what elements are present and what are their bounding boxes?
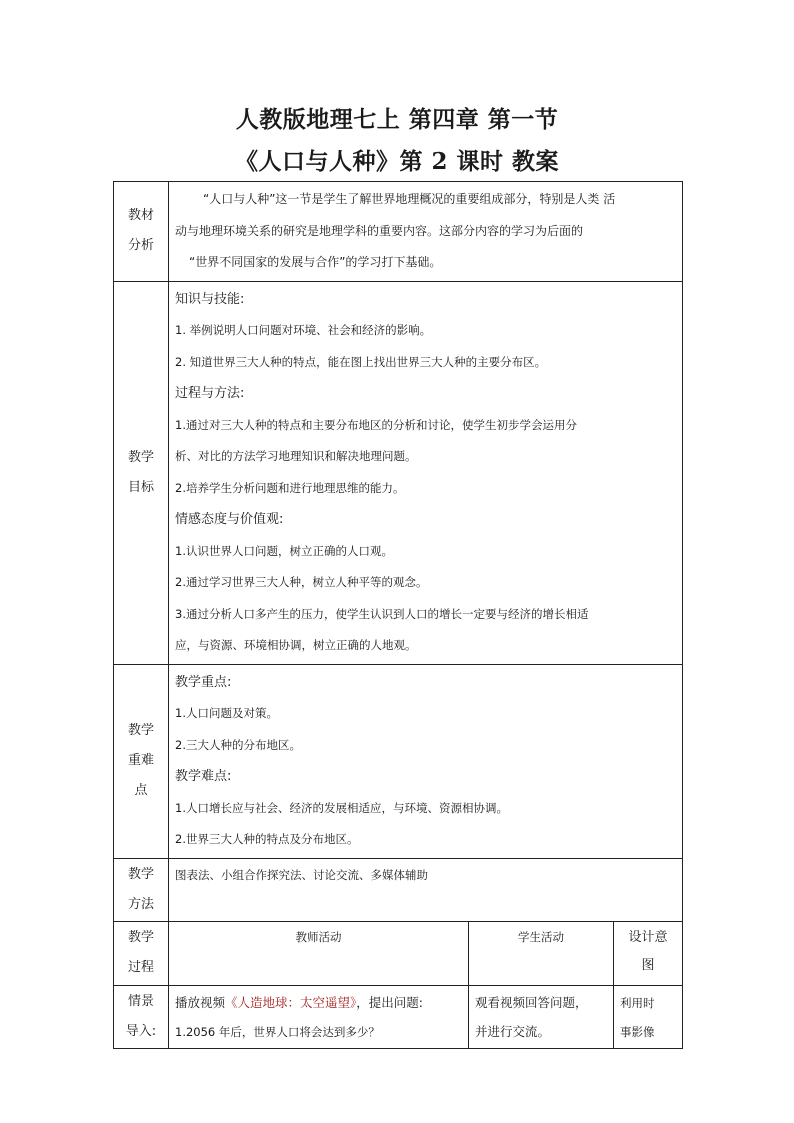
intro-design-intent: [614, 985, 683, 1048]
label-text: 情景: [127, 993, 154, 1009]
label-text: 方法: [127, 896, 154, 912]
document-subtitle: 《人口与人种》第 2 课时 教案: [234, 148, 560, 175]
label-textbook-analysis: [114, 182, 169, 282]
text-line: 事影像: [620, 1024, 655, 1039]
video-title: 《人造地球：太空遥望》: [225, 994, 357, 1010]
text-line: 图表法、小组合作探究法、讨论交流、多媒体辅助: [175, 867, 428, 882]
document-title: 人教版地理七上 第四章 第一节: [235, 106, 559, 133]
label-intro: [114, 985, 169, 1048]
text-segment: ，提出问题:: [356, 994, 423, 1010]
label-text: 教学: [127, 866, 154, 882]
methods-content: [169, 858, 683, 921]
label-text: 分析: [127, 238, 154, 254]
label-text: 教材: [127, 208, 154, 224]
text-line: 2.培养学生分析问题和进行地理思维的能力。: [175, 480, 405, 495]
text-line: “人口与人种”这一节是学生了解世界地理概况的重要组成部分，特别是人类 活: [203, 192, 616, 206]
header-text: 图: [641, 957, 655, 973]
label-text: 教学: [127, 930, 154, 945]
row-process-header: [114, 921, 683, 985]
header-design-intent: [614, 921, 683, 985]
intro-teacher-activity: [169, 985, 469, 1048]
text-line: 1.人口问题及对策。: [175, 706, 278, 720]
section-heading: 教学难点:: [175, 769, 232, 784]
lesson-plan-table: [113, 181, 683, 1049]
text-line: “世界不同国家的发展与合作”的学习打下基础。: [189, 255, 442, 269]
header-text: 学生活动: [518, 929, 564, 944]
row-intro: [114, 985, 683, 1048]
text-line: 1. 举例说明人口问题对环境、社会和经济的影响。: [175, 323, 432, 337]
label-text: 导入:: [125, 1023, 157, 1039]
text-segment: 播放视频: [175, 994, 226, 1010]
text-line: 3.通过分析人口多产生的压力，使学生认识到人口的增长一定要与经济的增长相适: [175, 606, 589, 621]
label-text: 教学: [127, 449, 154, 465]
text-line: 2.世界三大人种的特点及分布地区。: [175, 832, 359, 846]
text-line: 2.通过学习世界三大人种，树立人种平等的观念。: [175, 575, 428, 589]
label-methods: [114, 858, 169, 921]
label-text: 重难: [127, 753, 154, 768]
text-line: 1.2056 年后，世界人口将会达到多少？: [175, 1024, 380, 1039]
objectives-content: [169, 281, 683, 664]
textbook-analysis-content: [169, 182, 683, 282]
section-heading: 教学重点:: [175, 674, 232, 690]
text-line: 2. 知道世界三大人种的特点，能在图上找出世界三大人种的主要分布区。: [175, 354, 547, 369]
text-line: 1.认识世界人口问题，树立正确的人口观。: [175, 543, 393, 558]
label-objectives: [114, 281, 169, 664]
text-line: 2.三大人种的分布地区。: [175, 737, 301, 752]
label-text: 过程: [127, 960, 154, 975]
text-line: 应，与资源、环境相协调，树立正确的人地观。: [175, 638, 417, 652]
text-line: 析、对比的方法学习地理知识和解决地理问题。: [175, 449, 417, 463]
header-text: 设计意: [628, 929, 668, 945]
section-heading: 过程与方法:: [175, 386, 245, 401]
label-text: 点: [134, 783, 148, 798]
row-methods: [114, 858, 683, 921]
key-points-content: [169, 664, 683, 858]
text-line: 1.通过对三大人种的特点和主要分布地区的分析和讨论，使学生初步学会运用分: [175, 417, 577, 432]
header-text: 教师活动: [295, 929, 342, 944]
header-teacher-activity: [169, 921, 469, 985]
intro-student-activity: [469, 985, 614, 1048]
text-line: 并进行交流。: [475, 1023, 551, 1039]
label-process: [114, 921, 169, 985]
text-line: 观看视频回答问题，: [475, 994, 588, 1010]
row-textbook-analysis: [114, 182, 683, 282]
label-key-points: [114, 664, 169, 858]
row-objectives: [114, 281, 683, 664]
header-student-activity: [469, 921, 614, 985]
text-line: 利用时: [620, 995, 655, 1010]
section-heading: 知识与技能:: [175, 291, 245, 307]
text-line: 1.人口增长应与社会、经济的发展相适应，与环境、资源相协调。: [175, 800, 508, 815]
row-key-points: [114, 664, 683, 858]
text-line: 动与地理环境关系的研究是地理学科的重要内容。这部分内容的学习为后面的: [175, 223, 584, 238]
label-text: 教学: [127, 723, 154, 738]
section-heading: 情感态度与价值观:: [175, 512, 284, 527]
label-text: 目标: [127, 479, 154, 495]
